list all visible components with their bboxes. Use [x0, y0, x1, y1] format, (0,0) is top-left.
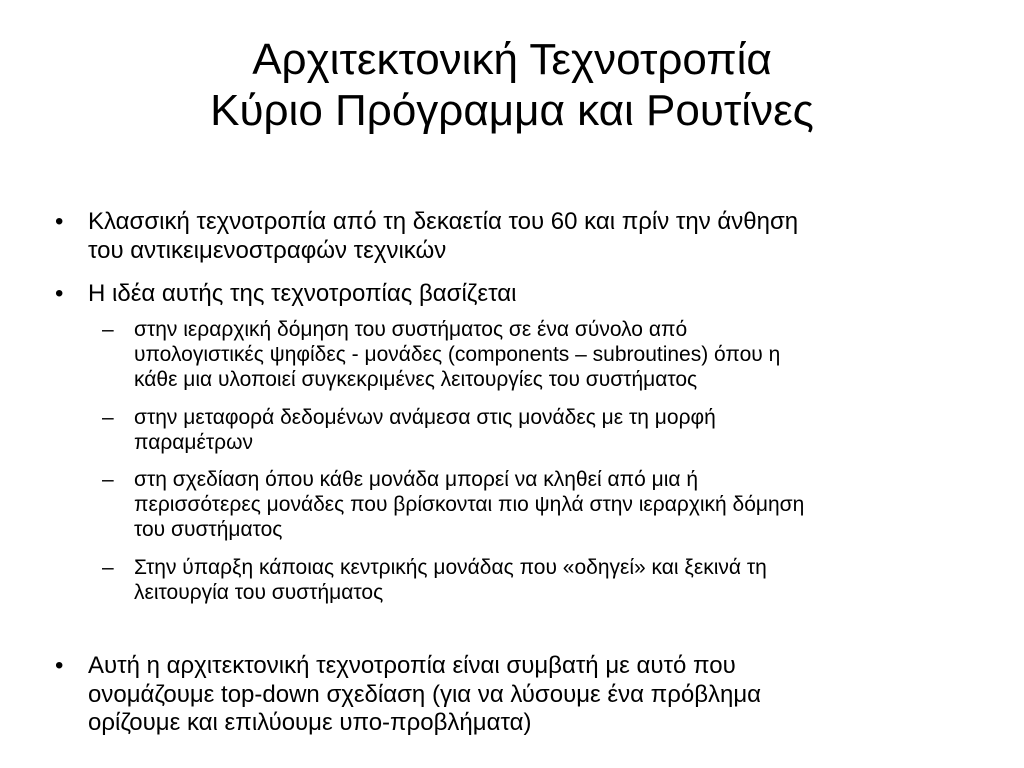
sub-bullet-marker: – — [102, 556, 114, 579]
bullet-marker: • — [55, 208, 64, 235]
sub-bullet-line: στη σχεδίαση όπου κάθε μονάδα μπορεί να κληθεί από μια ή — [134, 468, 699, 491]
sub-bullet-line: λειτουργία του συστήματος — [134, 581, 384, 604]
bullet-line: του αντικειμενοστραφών τεχνικών — [88, 236, 447, 264]
sub-bullet-line: κάθε μια υλοποιεί συγκεκριμένες λειτουργίες του συστήματος — [134, 368, 698, 391]
sub-bullet-line: του συστήματος — [134, 518, 283, 541]
bullet-marker: • — [55, 652, 64, 679]
bullet-item — [55, 652, 968, 738]
title-line-1: Αρχιτεκτονική Τεχνοτροπία — [252, 35, 772, 84]
bullet-item — [55, 280, 968, 309]
sub-bullet-item — [102, 467, 974, 542]
bullet-line: ορίζουμε και επιλύουμε υπο-προβλήματα) — [88, 709, 532, 736]
bullet-item — [55, 208, 968, 265]
sub-bullet-item — [102, 555, 974, 605]
bullet-line: Κλασσική τεχνοτροπία από τη δεκαετία του 60 και πρίν την άνθηση — [88, 208, 799, 235]
sub-bullet-line: στην μεταφορά δεδομένων ανάμεσα στις μονάδες με τη μορφή — [134, 406, 716, 429]
sub-bullet-marker: – — [102, 318, 114, 341]
sub-bullet-line: Στην ύπαρξη κάποιας κεντρικής μονάδας που «οδηγεί» και ξεκινά τη — [134, 556, 767, 579]
bullet-line: Αυτή η αρχιτεκτονική τεχνοτροπία είναι συμβατή με αυτό που — [88, 652, 736, 679]
sub-bullet-line: υπολογιστικές ψηφίδες - μονάδες (components – subroutines) όπου η — [134, 343, 781, 366]
sub-bullet-marker: – — [102, 406, 114, 429]
bullet-line: ονομάζουμε top-down σχεδίαση (για να λύσουμε ένα πρόβλημα — [88, 680, 762, 708]
sub-bullet-item — [102, 317, 974, 392]
title-line-2: Κύριο Πρόγραμμα και Ρουτίνες — [210, 86, 814, 135]
bullet-marker: • — [55, 280, 64, 307]
sub-bullet-line: περισσότερες μονάδες που βρίσκονται πιο ψηλά στην ιεραρχική δόμηση — [134, 493, 805, 516]
slide-title — [0, 34, 1024, 136]
sub-bullet-item — [102, 405, 974, 455]
sub-bullet-line: παραμέτρων — [134, 431, 254, 454]
bullet-line: Η ιδέα αυτής της τεχνοτροπίας βασίζεται — [88, 280, 517, 307]
sub-bullet-marker: – — [102, 468, 114, 491]
sub-bullet-line: στην ιεραρχική δόμηση του συστήματος σε ένα σύνολο από — [134, 318, 688, 341]
